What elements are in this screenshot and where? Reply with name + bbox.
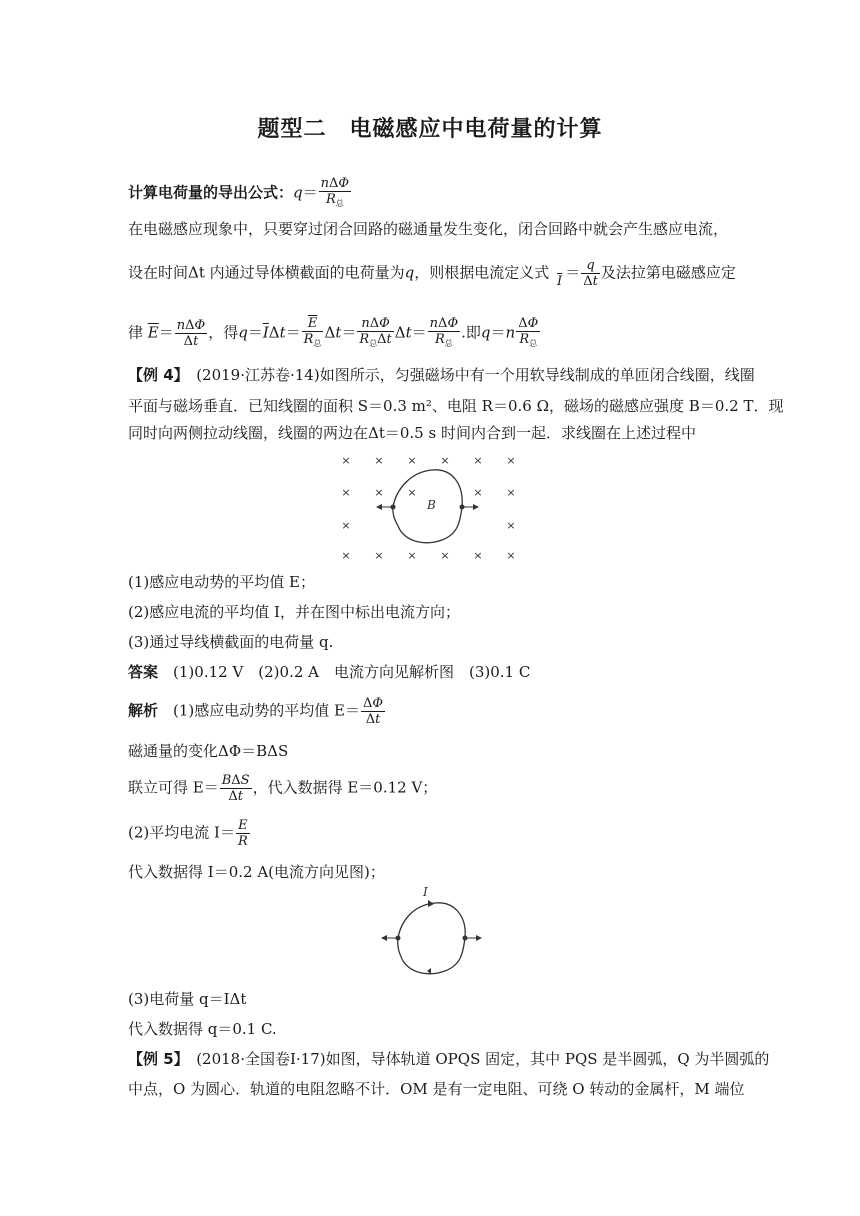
svg-text:×: × <box>473 454 483 467</box>
example-5-tag: 【例 5】 <box>128 1050 182 1068</box>
svg-text:×: × <box>506 486 516 499</box>
answer-line: 答案 (1)0.12 V (2)0.2 A 电流方向见解析图 (3)0.1 C <box>128 663 531 681</box>
svg-text:×: × <box>506 549 516 562</box>
svg-text:×: × <box>407 549 417 562</box>
field-label-b: B <box>427 498 436 512</box>
left-pull-arrow <box>376 504 382 510</box>
formula-intro-label: 计算电荷量的导出公式： <box>128 183 294 202</box>
example-4-line-1: 【例 4】 (2019·江苏卷·14)如图所示，匀强磁场中有一个用软导线制成的单匝闭合线圈，线圈 <box>128 366 755 384</box>
analysis-line-5: 代入数据得 I＝0.2 A(电流方向见图)； <box>128 863 385 881</box>
analysis-line-3: 联立可得 E＝ $\frac{\text{BΔS}}{\Delta t}$ ，代入数据得 E＝0.12 V； <box>128 773 438 804</box>
example-4-line-2: 平面与磁场垂直．已知线圈的面积 S＝0.3 m²、电阻 R＝0.6 Ω，磁场的磁感应强度 B＝0.2 T．现 <box>128 397 784 415</box>
svg-text:×: × <box>341 549 351 562</box>
analysis-line-6: (3)电荷量 q＝IΔt <box>128 990 247 1008</box>
current-label-i: I <box>423 885 428 899</box>
example-5-line-1: 【例 5】 (2018·全国卷Ⅰ·17)如图，导体轨道 OPQS 固定，其中 PQS 是半圆弧，Q 为半圆弧的 <box>128 1050 770 1068</box>
right-pull-arrow <box>473 504 479 510</box>
left-arrow-2 <box>381 935 387 941</box>
svg-text:×: × <box>407 454 417 467</box>
paragraph-2: 设在时间Δt 内通过导体横截面的电荷量为q，则根据电流定义式 $\overline{I}$ ＝ $\frac{q}{\Delta t}$ 及法拉第电磁感应定 <box>128 258 736 289</box>
example-4-tag: 【例 4】 <box>128 366 182 384</box>
svg-text:×: × <box>341 454 351 467</box>
example-5-line-2: 中点，O 为圆心．轨道的电阻忽略不计．OM 是有一定电阻、可绕 O 转动的金属杆，M 端位 <box>128 1080 745 1098</box>
svg-text:×: × <box>341 486 351 499</box>
svg-text:×: × <box>473 486 483 499</box>
answer-tag: 答案 <box>128 663 159 681</box>
question-1: (1)感应电动势的平均值 E； <box>128 573 315 591</box>
analysis-line-4: (2)平均电流 I＝ $\frac{E}{R}$ <box>128 818 248 849</box>
svg-text:×: × <box>440 454 450 467</box>
analysis-tag: 解析 <box>128 701 159 720</box>
paragraph-1: 在电磁感应现象中，只要穿过闭合回路的磁通量发生变化，闭合回路中就会产生感应电流， <box>128 220 729 238</box>
right-arrow-2 <box>476 935 482 941</box>
svg-text:×: × <box>374 486 384 499</box>
paragraph-3: 律 $\overline{E}=$ $\frac{\text{nΔΦ}}{\Delta t}$ ，得$q=\overline{I}\Delta t=$ $\frac{\overline{E}}{R_总}$ Δt＝ $\frac{\text{nΔΦ}}{R_总\Delta t}$ Δt＝ $\frac{\text{nΔΦ}}{R_总}$ .即q＝n $\frac{\Delta\Phi}{R_总}$ <box>128 316 539 349</box>
top-current-arrow <box>428 900 434 907</box>
analysis-line-1: 解析 (1)感应电动势的平均值 E＝ $\frac{\Delta\Phi}{\Delta t}$ <box>128 696 384 727</box>
svg-text:×: × <box>341 519 351 532</box>
svg-text:×: × <box>473 549 483 562</box>
coil-magnetic-field-figure <box>330 450 530 565</box>
svg-text:×: × <box>374 454 384 467</box>
current-loop <box>398 903 465 974</box>
svg-text:×: × <box>374 549 384 562</box>
svg-text:×: × <box>506 454 516 467</box>
analysis-line-7: 代入数据得 q＝0.1 C. <box>128 1020 277 1038</box>
formula-intro-line: 计算电荷量的导出公式：q＝ $\frac{\text{nΔΦ}}{R_总}$ <box>128 176 350 208</box>
svg-text:×: × <box>440 549 450 562</box>
example-4-line-3: 同时向两侧拉动线圈，线圈的两边在Δt＝0.5 s 时间内合到一起．求线圈在上述过程中 <box>128 424 696 442</box>
question-2: (2)感应电流的平均值 I，并在图中标出电流方向； <box>128 603 460 621</box>
svg-text:×: × <box>506 519 516 532</box>
current-direction-figure <box>375 885 485 980</box>
page-title: 题型二 电磁感应中电荷量的计算 <box>257 117 603 142</box>
question-3: (3)通过导线横截面的电荷量 q. <box>128 633 334 651</box>
analysis-line-2: 磁通量的变化ΔΦ＝BΔS <box>128 742 289 760</box>
svg-text:×: × <box>407 486 417 499</box>
